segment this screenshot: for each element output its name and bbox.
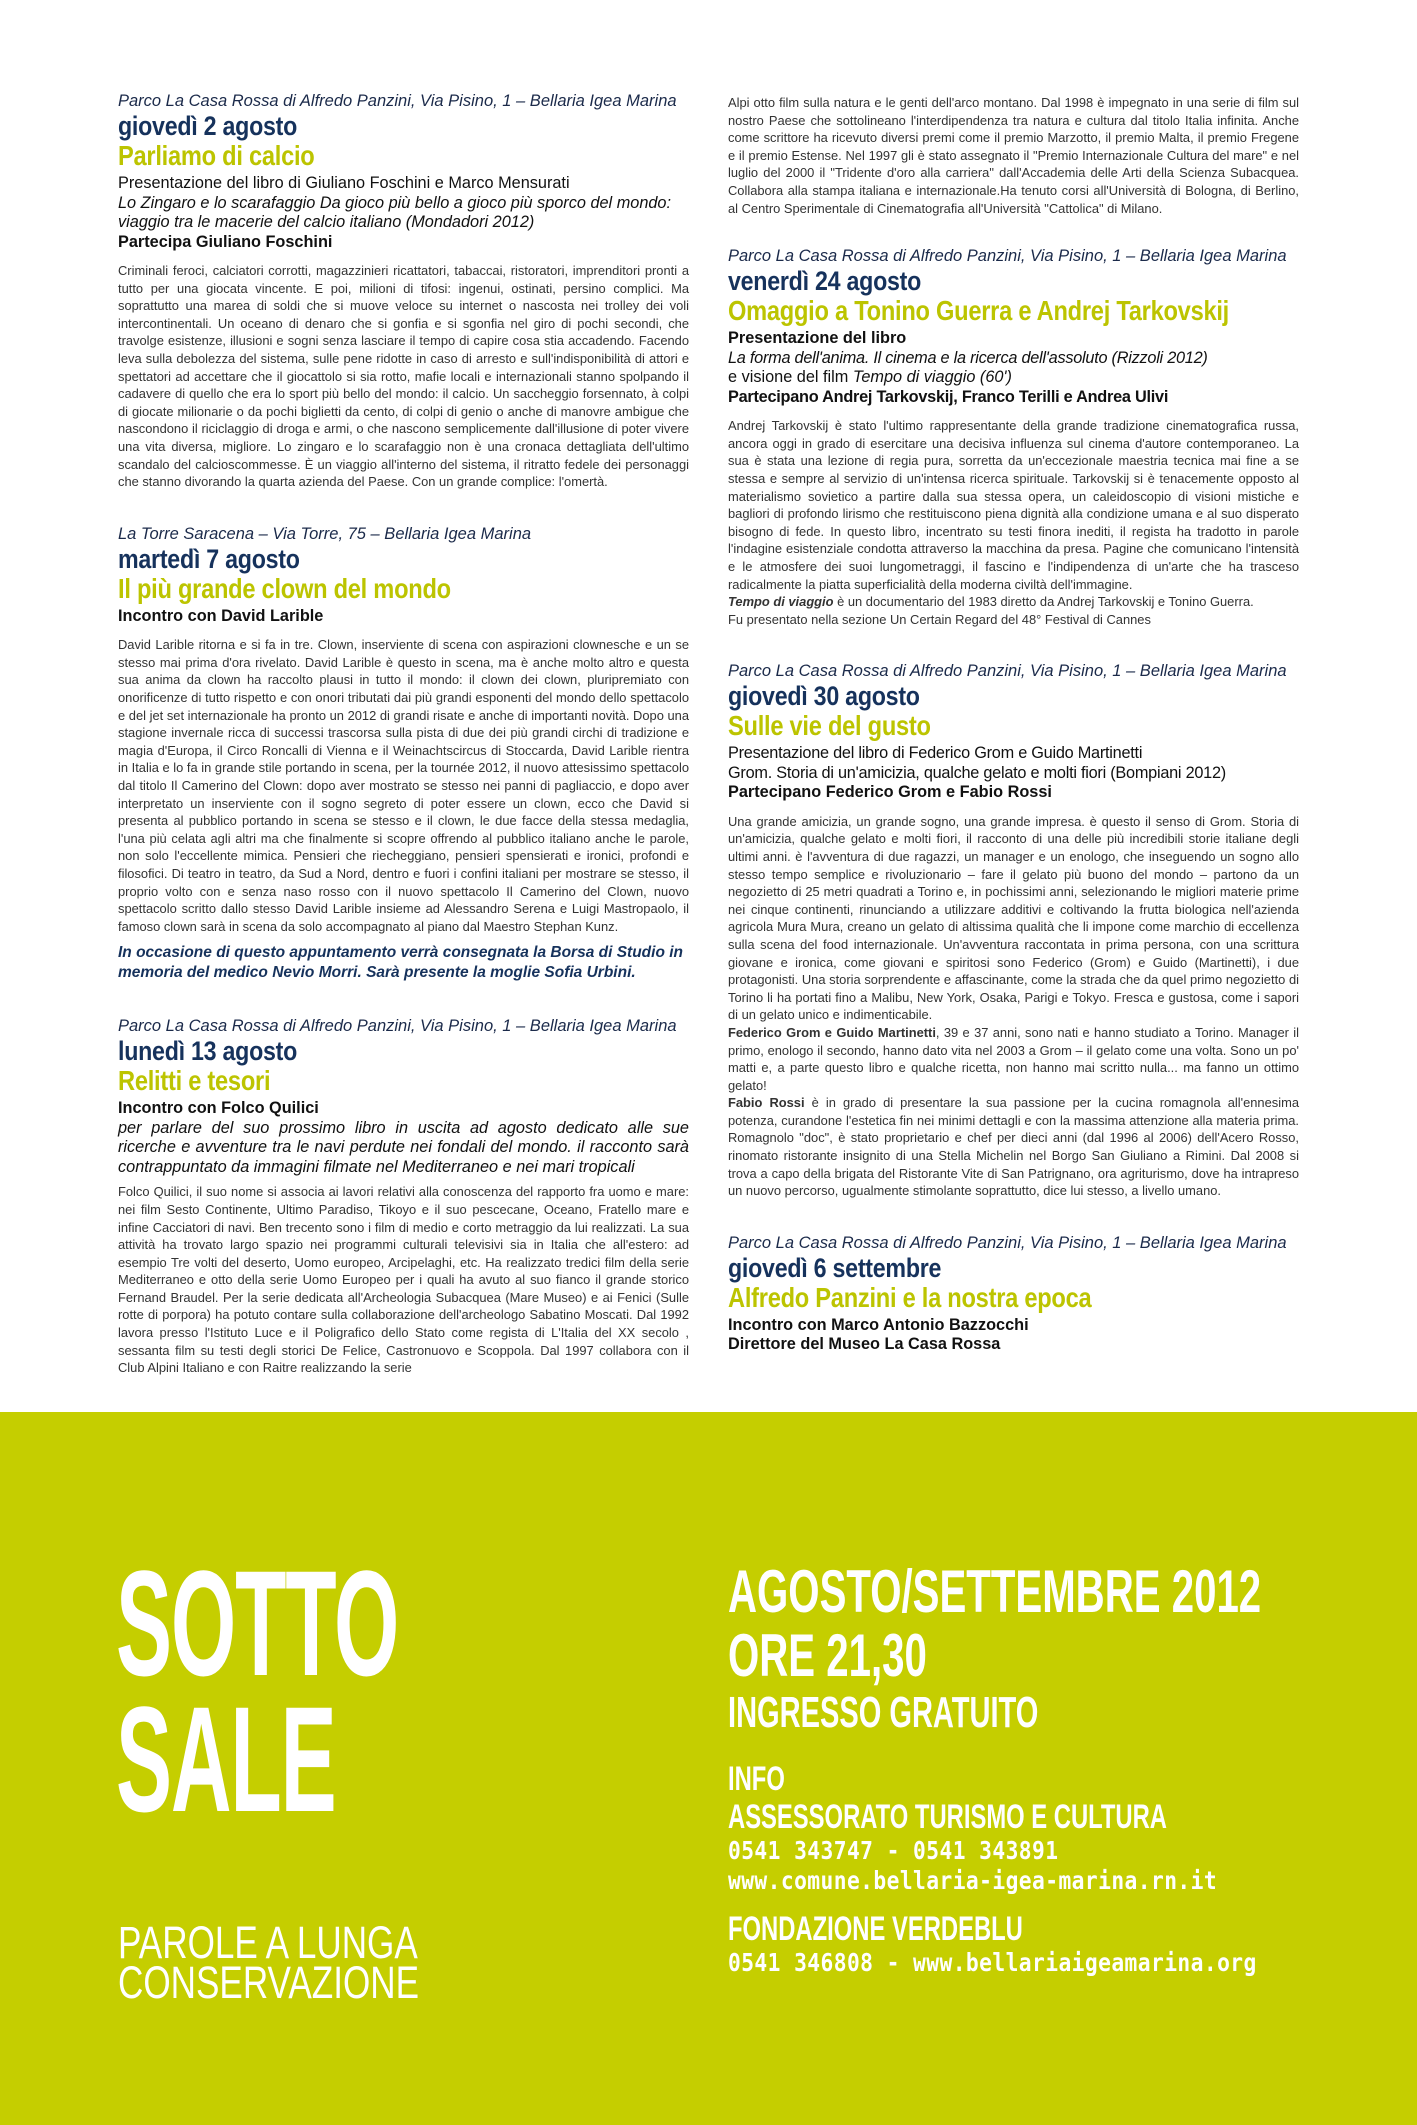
event-guest: Incontro con David Larible (118, 606, 324, 625)
left-column (118, 92, 689, 1411)
event-description: Andrej Tarkovskij è stato l'ultimo rappresentante della grande tradizione cinematografica russa, ancora oggi in grado di esercitare una decisiva influenza sul cinema d'autore contemporaneo. La sua è stata una lezione di regia pura, sorretta da un'eccezionale maestria tecnica mai fine a se stessa e sempre al servizio di un'intensa ricerca spirituale. Tarkovskij si è tenacemente opposto al materialismo sovietico a partire dalla sua stessa opera, un caleidoscopio di visioni mistiche e bagliori di profondo lirismo che restituiscono piena dignità alla condizione umana e al suo disperato bisogno di fede. In questo libro, incentrato su testi finora inediti, il regista ha tradotto in parole l'indagine esistenziale condotta attraverso la macchina da presa. Pagine che comunicano l'intensità e le atmosfere dei suoi lungometraggi, il fascino e l'indipendenza di un'arte che ha trasceso radicalmente la piatta superficialità della moderna civiltà dell'immagine. (728, 418, 1299, 592)
tagline-line: PAROLE A LUNGA (118, 1917, 418, 1968)
event-30-agosto (728, 662, 1299, 1200)
event-description: David Larible ritorna e si fa in tre. Clown, inserviente di scena con aspirazioni clownesche e un se stesso mai prima d'ora rivelato. David Larible è questo in scena, ma è anche molto altro e questa sua anima da clown ha raccolto plausi in tutto il mondo: il clown dei clown, pluripremiato con onorificenze di tutto rispetto e con onori tributati dai più grandi esponenti del mondo dello spettacolo e del jet set internazionale ha pronto un 2012 di grandi risate e anche di importanti novità. Dopo una stagione invernale ricca di successi trascorsa sulla pista di due dei più grandi circhi di tradizione e magia d'Europa, il Circo Roncalli di Vienna e il Weinachtscircus di Stoccarda, David Larible rientra in Italia e lo fa in grande stile portando in scena, per la tournée 2012, il nuovo attesissimo spettacolo dal titolo Il Camerino del Clown: dopo aver mostrato se stesso nei panni di pagliaccio, e dopo aver interpretato un inserviente con il sogno segreto di poter essere un clown, ecco che David si presenta al pubblico portando in scena se stesso e il clown, le due facce della stessa medaglia, l'una più celata agli altri ma che finalmente si scopre offrendo al pubblico italiano anche le parole, non solo l'eccellente mimica. Pensieri che riecheggiano, pensieri spensierati e ironici, profondi e filosofici. Di teatro in teatro, da Sud a Nord, dentro e fuori i confini italiani per mostrare se stesso, il proprio volto con e senza naso rosso con il nuovo spettacolo Il Camerino del Clown, nuovo spettacolo scritto dallo stesso David Larible insieme ad Alessandro Serena e Luigi Mastropaolo, il famoso clown sarà in scena da solo accompagnato al piano dal Maestro Stephan Kunz. (118, 637, 689, 934)
event-title: Parliamo di calcio (118, 140, 315, 171)
logo-line-sotto: SOTTO (116, 1539, 399, 1707)
book-title-line: La forma dell'anima. Il cinema e la ricerca dell'assoluto (Rizzoli 2012) (728, 348, 1208, 367)
bio-name: Fabio Rossi (728, 1095, 805, 1111)
tagline-line: CONSERVAZIONE (118, 1957, 420, 2008)
event-2-agosto (118, 92, 689, 491)
event-subtitle: Presentazione del libro (728, 329, 907, 348)
film-prefix: e visione del film (728, 368, 853, 387)
event-description: Una grande amicizia, un grande sogno, una grande impresa. è questo il senso di Grom. Storia di un'amicizia, qualche gelato e molti fiori, il racconto di una delle più incredibili storie italiane degli ultimi anni. è l'avventura di due ragazzi, un manager e un enologo, che inseguendo un sogno allo stesso tempo semplice e rivoluzionario – fare il gelato più buono del mondo – partono da un negozietto di 25 metri quadrati a Torino e, in pochissimi anni, selezionando le migliori materie prime nei cinque continenti, rinunciando a utilizzare additivi e coltivando la frutta biologica nell'azienda agricola Mura Mura, creano un gelato di altissima qualità che li impone come marchio di eccellenza sulla scena del food internazionale. Un'avventura raccontata in prima persona, con una scrittura giovane e ironica, come giovani e spiritosi sono Federico (Grom) e Guido (Martinetti), i due protagonisti. Una storia sorprendente e affascinante, come la strada che da quel primo negozietto di Torino li ha portati fino a Malibu, New York, Osaka, Parigi e Tokyo. Fresca e gustosa, come i sapori di un gelato unico e indimenticabile. (728, 813, 1299, 1023)
film-title: Tempo di viaggio (60') (852, 368, 1012, 387)
event-venue: Parco La Casa Rossa di Alfredo Panzini, Via Pisino, 1 – Bellaria Igea Marina (728, 1233, 1287, 1252)
event-title: Alfredo Panzini e la nostra epoca (728, 1281, 1092, 1313)
info-heading: INFO (728, 1760, 785, 1798)
sottosale-logo (116, 1539, 399, 1843)
event-venue: Parco La Casa Rossa di Alfredo Panzini, Via Pisino, 1 – Bellaria Igea Marina (728, 662, 1287, 681)
event-guest: Incontro con Folco Quilici (118, 1099, 319, 1118)
book-title-line: viaggio tra le macerie del calcio italiano (Mondadori 2012) (118, 213, 535, 231)
film-note-text: è un documentario del 1983 diretto da Andrej Tarkovskij e Tonino Guerra. (833, 594, 1254, 610)
event-venue: Parco La Casa Rossa di Alfredo Panzini, Via Pisino, 1 – Bellaria Igea Marina (728, 247, 1287, 266)
foundation-name: FONDAZIONE VERDEBLU (728, 1910, 1023, 1948)
event-date: giovedì 2 agosto (118, 111, 298, 141)
event-guest: Partecipa Giuliano Foschini (118, 232, 333, 251)
event-6-settembre (728, 1234, 1299, 1355)
event-description: Folco Quilici, il suo nome si associa ai lavori relativi alla conoscenza del rapporto fra uomo e mare: nei film Sesto Continente, Ultimo Paradiso, Tikoyo e il suo pescecane, Oceano, Fratello mare e infine Cacciatori di navi. Ben trecento sono i film di medio e corto metraggio da lui realizzati. La sua attività ha trovato largo spazio nei programmi culturali televisivi sia in Italia che all'estero: ad esempio Tre volti del deserto, Uomo europeo, Arcipelaghi, etc. Ha realizzato tredici film della serie Mediterraneo e otto della serie Uomo Europeo per i quali ha avuto al suo fianco il grande storico Fernand Braudel. Per la serie dedicata all'Archeologia Subacquea (Mare Museo) e ai Fenici (Sulle rotte di porpora) ha potuto contare sulla collaborazione dell'archeologo Sabatino Moscati. Dal 1992 lavora presso l'Istituto Luce e il Poligrafico dello Stato come regista di L'Italia del XX secolo , sessanta film su testi degli storici De Felice, Castronuovo e Scoppola. Dal 1997 collabora con il Club Alpini Italiano e con Raitre realizzando la serie (118, 1184, 689, 1376)
event-venue: Parco La Casa Rossa di Alfredo Panzini, Via Pisino, 1 – Bellaria Igea Marina (118, 1017, 677, 1036)
bio-name: Federico Grom e Guido Martinetti (728, 1024, 936, 1040)
event-guest: Partecipano Andrej Tarkovskij, Franco Terilli e Andrea Ulivi (728, 387, 1169, 406)
office-name: ASSESSORATO TURISMO E CULTURA (728, 1798, 1167, 1836)
scholarship-note: In occasione di questo appuntamento verrà consegnata la Borsa di Studio in memoria del medico Nevio Morri. Sarà presente la moglie Sofia Urbini. (118, 944, 683, 982)
film-note-festival: Fu presentato nella sezione Un Certain Regard del 48° Festival di Cannes (728, 611, 1151, 627)
event-date: lunedì 13 agosto (118, 1036, 298, 1067)
tagline (118, 1917, 420, 2008)
event-subtitle: Presentazione del libro di Giuliano Foschini e Marco Mensurati (118, 174, 570, 192)
event-title: Relitti e tesori (118, 1065, 271, 1097)
event-title: Il più grande clown del mondo (118, 572, 451, 604)
event-date: giovedì 30 agosto (728, 681, 920, 712)
event-venue: La Torre Saracena – Via Torre, 75 – Bellaria Igea Marina (118, 524, 532, 543)
logo-line-sale: SALE (116, 1675, 336, 1843)
event-13-agosto (118, 1017, 689, 1377)
event-guest-role: Direttore del Museo La Casa Rossa (728, 1335, 1001, 1354)
film-note-title: Tempo di viaggio (728, 594, 834, 610)
website-link[interactable]: www.comune.bellaria-igea-marina.rn.it (728, 1866, 1218, 1895)
free-entry: INGRESSO GRATUITO (728, 1688, 1039, 1737)
event-date: martedì 7 agosto (118, 543, 300, 574)
event-7-agosto (118, 525, 689, 984)
event-title: Omaggio a Tonino Guerra e Andrej Tarkovskij (728, 295, 1230, 327)
bio-text: è in grado di presentare la sua passione per la cucina romagnola all'ennesima potenza, curandone l'estetica fin nei minimi dettagli e con la massima attenzione alla materia prima. Romagnolo "doc", è stato proprietario e chef per dieci anni (dal 1996 al 2006) dell'Acero Rosso, rinomato ristorante insignito di una Stella Michelin nel Borgo San Giuliano a Rimini. Dal 2008 si trova a capo della brigata del Ristorante Vite di San Patrignano, ora agriturismo, dove ha intrapreso un nuovo percorso, ugualmente stimolante soprattutto, dice lui stesso, a livello umano. (728, 1095, 1299, 1199)
foundation-contact[interactable]: 0541 346808 - www.bellariaigeamarina.org (728, 1948, 1257, 1977)
bio-text: , 39 e 37 anni, sono nati e hanno studiato a Torino. Manager il primo, enologo il secondo, hanno dato vita nel 2003 a Grom – il gelato come una volta. Sono un po' matti e, a parte questo libro e qualche ricetta, non hanno mai scritto nulla... ma fanno un ottimo gelato! (728, 1024, 1299, 1093)
book-title-line: Lo Zingaro e lo scarafaggio Da gioco più bello a gioco più sporco del mondo: (118, 193, 672, 212)
bio-grom (728, 1024, 1299, 1094)
event-date: venerdì 24 agosto (728, 266, 922, 297)
film-note (728, 593, 1299, 628)
info-block (728, 1560, 1417, 1978)
event-period: AGOSTO/SETTEMBRE 2012 (728, 1558, 1262, 1625)
event-time: ORE 21,30 (728, 1622, 927, 1689)
event-intro: per parlare del suo prossimo libro in uscita ad agosto dedicato alle sue ricerche e avventure tra le navi perdute nei fondali del mondo. il racconto sarà contrappuntato da immagini filmate nel Mediterraneo e nei mari tropicali (118, 1118, 689, 1176)
event-title: Sulle vie del gusto (728, 710, 931, 742)
film-line (728, 368, 1299, 388)
event-date: giovedì 6 settembre (728, 1252, 942, 1283)
event-venue: Parco La Casa Rossa di Alfredo Panzini, Via Pisino, 1 – Bellaria Igea Marina (118, 92, 677, 110)
event-guest: Incontro con Marco Antonio Bazzocchi (728, 1315, 1029, 1334)
phone-numbers: 0541 343747 - 0541 343891 (728, 1836, 1059, 1865)
event-24-agosto (728, 247, 1299, 628)
event-subtitle: Presentazione del libro di Federico Grom e Guido Martinetti (728, 744, 1143, 763)
book-title-line: Grom. Storia di un'amicizia, qualche gelato e molti fiori (Bompiani 2012) (728, 763, 1226, 782)
bio-rossi (728, 1094, 1299, 1200)
event-guest: Partecipano Federico Grom e Fabio Rossi (728, 783, 1052, 802)
event-description: Criminali feroci, calciatori corrotti, magazzinieri ricattatori, tabaccai, ristoratori, imprenditori pronti a tutto per una giocata vincente. E poi, milioni di tifosi: ingenui, ostinati, persino complici. Ma soprattutto una marea di soldi che si muove veloce su internet o nascosta nei trolley dei voli intercontinentali. Un oceano di denaro che si gonfia e si sgonfia nel giro di pochi secondi, che travolge esistenze, illusioni e sogni senza lasciare il tempo di capire cosa stia accadendo. Facendo leva sulla debolezza del sistema, sulle pene ridotte in caso di arresto e sull'indisponibilità di attori e spettatori ad accettare che il giocattolo si sia rotto, mafie locali e internazionali stanno spolpando il cadavere di quello che era lo sport più bello del mondo: il calcio. Un saccheggio forsennato, à colpi di giocate milionarie o da pochi biglietti da cento, di colpi di genio o anche di manovre ambigue che nascondono il riciclaggio di droga e armi, o che nascono semplicemente dall'illusione di poter vivere una vita diversa, migliore. Lo zingaro e lo scarafaggio non è una cronaca dettagliata dell'ultimo scandalo del calcioscommesse. È un viaggio all'interno del sistema, il ritratto fedele dei personaggi che stanno divorando la quarta azienda del Paese. Con un grande complice: l'omertà. (118, 263, 689, 490)
continued-description: Alpi otto film sulla natura e le genti dell'arco montano. Dal 1998 è impegnato in una serie di film sul nostro Paese che sottolineano l'interdipendenza tra natura e cultura dal titolo Italia infinita. Anche come scrittore ha ricevuto diversi premi come il premio Marzotto, il premio Malta, il premio Fregene e il premio Estense. Nel 1997 gli è stato assegnato il "Premio Internazionale Cultura del mare" e nel luglio del 2000 il "Tridente d'oro alla carriera" dall'Accademia delle Arti della Scienza Subacquea. Collabora alla stampa italiana e internazionale.Ha tenuto corsi all'Università di Bologna, di Berlino, al Centro Sperimentale di Cinematografia all'Università "Cattolica" di Milano. (728, 95, 1299, 216)
right-column (728, 92, 1299, 1389)
